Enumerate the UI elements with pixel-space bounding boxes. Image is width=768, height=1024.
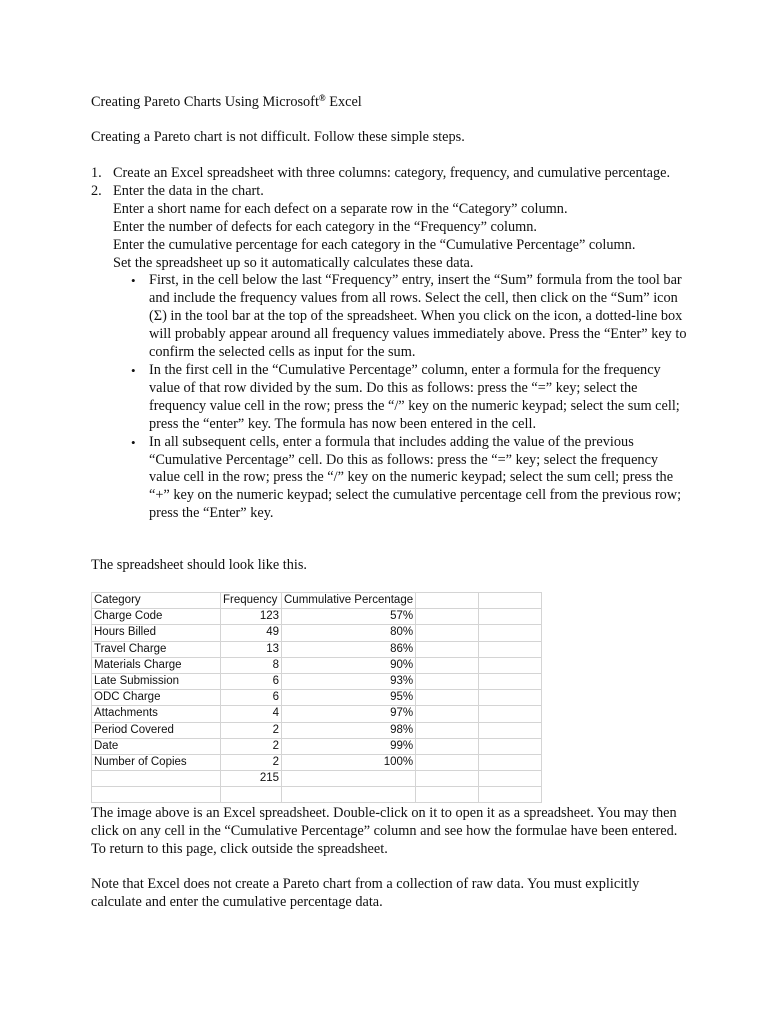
step-line: Enter the number of defects for each category in the “Frequency” column. — [113, 218, 537, 235]
spreadsheet-cell[interactable]: Hours Billed — [92, 625, 221, 641]
spreadsheet-cell[interactable]: Date — [92, 738, 221, 754]
intro-paragraph: Creating a Pareto chart is not difficult. Follow these simple steps. — [91, 129, 465, 145]
spreadsheet-cell[interactable]: 13 — [221, 641, 282, 657]
spreadsheet-cell[interactable]: Frequency — [221, 593, 282, 609]
steps-list — [91, 165, 691, 523]
spreadsheet-cell[interactable] — [416, 754, 479, 770]
title-suffix: Excel — [325, 94, 362, 110]
embedded-spreadsheet[interactable] — [91, 592, 542, 803]
bullet-icon: • — [131, 273, 136, 289]
spreadsheet-cell[interactable] — [479, 657, 542, 673]
spreadsheet-row — [92, 641, 542, 657]
bullet-icon: • — [131, 362, 136, 378]
document-title — [91, 93, 362, 111]
step-2 — [91, 183, 691, 523]
spreadsheet-cell[interactable]: 49 — [221, 625, 282, 641]
bullet-text: In all subsequent cells, enter a formula that includes adding the value of the previous “Cumulative Percentage” cell. Do this as follows: press the “=” key; select the frequency value cell in the row; press the “/” key on the numeric keypad; select the sum cell; press the “+” key on the numeric keypad; select the cumulative percentage cell from the previous row; press the “Enter” key. — [149, 433, 682, 522]
spreadsheet-cell[interactable] — [479, 641, 542, 657]
bullet-icon: • — [131, 434, 136, 450]
spreadsheet-caption: The spreadsheet should look like this. — [91, 557, 308, 573]
spreadsheet-cell[interactable]: 57% — [282, 609, 416, 625]
spreadsheet-cell[interactable]: 93% — [282, 673, 416, 689]
spreadsheet-cell[interactable] — [282, 787, 416, 803]
spreadsheet-cell[interactable]: 100% — [282, 754, 416, 770]
spreadsheet-cell[interactable]: 8 — [221, 657, 282, 673]
spreadsheet-cell[interactable]: 97% — [282, 706, 416, 722]
step-text: Create an Excel spreadsheet with three columns: category, frequency, and cumulative percentage. — [113, 165, 671, 181]
spreadsheet-cell[interactable]: Materials Charge — [92, 657, 221, 673]
registered-mark: ® — [318, 93, 326, 103]
spreadsheet-cell[interactable]: Period Covered — [92, 722, 221, 738]
spreadsheet-cell[interactable]: 6 — [221, 673, 282, 689]
spreadsheet-cell[interactable] — [479, 787, 542, 803]
spreadsheet-cell[interactable]: 99% — [282, 738, 416, 754]
spreadsheet-cell[interactable] — [479, 625, 542, 641]
spreadsheet-cell[interactable] — [416, 722, 479, 738]
spreadsheet-cell[interactable]: 4 — [221, 706, 282, 722]
spreadsheet-cell[interactable] — [92, 787, 221, 803]
spreadsheet-cell[interactable]: Attachments — [92, 706, 221, 722]
spreadsheet-cell[interactable]: 215 — [221, 771, 282, 787]
spreadsheet-explanation: The image above is an Excel spreadsheet. Double-click on it to open it as a spreadsheet. You may then click on any cell in the “Cumulative Percentage” column and see how the formulae have been entered. To return to this page, click outside the spreadsheet. — [91, 805, 678, 857]
spreadsheet-cell[interactable]: Cummulative Percentage — [282, 593, 416, 609]
step-line: Enter the cumulative percentage for each category in the “Cumulative Percentage” column. — [113, 236, 636, 253]
spreadsheet-cell[interactable]: Number of Copies — [92, 754, 221, 770]
bullet-text: First, in the cell below the last “Frequency” entry, insert the “Sum” formula from the tool bar and include the frequency values from all rows. Select the cell, then click on the “Sum” icon (Σ) in the tool bar at the top of the spreadsheet. When you click on the icon, a dotted-line box will probably appear around all frequency values immediately above. Press the “Enter” key to confirm the selected cells as input for the sum. — [149, 272, 687, 361]
bullet-list — [127, 272, 691, 523]
spreadsheet-cell[interactable] — [416, 706, 479, 722]
spreadsheet-row — [92, 706, 542, 722]
spreadsheet-cell[interactable]: 86% — [282, 641, 416, 657]
step-number: 2. — [91, 182, 102, 199]
spreadsheet-cell[interactable]: 95% — [282, 690, 416, 706]
bullet-item — [127, 362, 691, 434]
spreadsheet-cell[interactable]: 2 — [221, 738, 282, 754]
spreadsheet-cell[interactable] — [416, 690, 479, 706]
spreadsheet-cell[interactable]: 123 — [221, 609, 282, 625]
spreadsheet-row — [92, 738, 542, 754]
spreadsheet-cell[interactable]: Travel Charge — [92, 641, 221, 657]
spreadsheet-cell[interactable] — [221, 787, 282, 803]
spreadsheet-cell[interactable] — [416, 641, 479, 657]
spreadsheet-row — [92, 625, 542, 641]
spreadsheet-cell[interactable]: 6 — [221, 690, 282, 706]
spreadsheet-header-row — [92, 593, 542, 609]
spreadsheet-cell[interactable] — [479, 738, 542, 754]
spreadsheet-cell[interactable]: ODC Charge — [92, 690, 221, 706]
step-line: Enter a short name for each defect on a separate row in the “Category” column. — [113, 200, 568, 217]
spreadsheet-cell[interactable]: 2 — [221, 722, 282, 738]
spreadsheet-cell[interactable] — [416, 625, 479, 641]
step-line: Enter the data in the chart. — [113, 182, 264, 199]
step-1 — [91, 165, 691, 183]
spreadsheet-cell[interactable] — [416, 609, 479, 625]
bullet-text: In the first cell in the “Cumulative Percentage” column, enter a formula for the frequency value of that row divided by the sum. Do this as follows: press the “=” key; select the frequency value cell in the row; press the “/” key on the numeric keypad; select the sum cell; press the “enter” key. The formula has now been entered in the cell. — [149, 361, 680, 432]
spreadsheet-cell[interactable] — [479, 722, 542, 738]
spreadsheet-cell[interactable] — [479, 593, 542, 609]
spreadsheet-cell[interactable]: 80% — [282, 625, 416, 641]
spreadsheet-cell[interactable] — [479, 706, 542, 722]
spreadsheet-cell[interactable]: 2 — [221, 754, 282, 770]
spreadsheet-cell[interactable]: Category — [92, 593, 221, 609]
spreadsheet-cell[interactable] — [282, 771, 416, 787]
spreadsheet-cell[interactable] — [479, 609, 542, 625]
note-paragraph: Note that Excel does not create a Pareto chart from a collection of raw data. You must explicitly calculate and enter the cumulative percentage data. — [91, 876, 640, 910]
step-line: Set the spreadsheet up so it automatically calculates these data. — [113, 254, 474, 271]
spreadsheet-cell[interactable]: 90% — [282, 657, 416, 673]
spreadsheet-cell[interactable] — [92, 771, 221, 787]
spreadsheet-row — [92, 657, 542, 673]
bullet-item — [127, 272, 691, 362]
spreadsheet-cell[interactable] — [479, 754, 542, 770]
spreadsheet-row — [92, 754, 542, 770]
spreadsheet-cell[interactable]: 98% — [282, 722, 416, 738]
spreadsheet-row — [92, 722, 542, 738]
spreadsheet-row — [92, 609, 542, 625]
spreadsheet-cell[interactable]: Late Submission — [92, 673, 221, 689]
spreadsheet-cell[interactable]: Charge Code — [92, 609, 221, 625]
spreadsheet-cell[interactable] — [416, 657, 479, 673]
spreadsheet-cell[interactable] — [416, 787, 479, 803]
spreadsheet-row — [92, 787, 542, 803]
spreadsheet-cell[interactable] — [416, 738, 479, 754]
spreadsheet-row — [92, 771, 542, 787]
spreadsheet-cell[interactable] — [479, 673, 542, 689]
spreadsheet-cell[interactable] — [416, 673, 479, 689]
bullet-item — [127, 434, 691, 524]
title-text: Creating Pareto Charts Using Microsoft — [91, 94, 319, 110]
spreadsheet-cell[interactable] — [479, 690, 542, 706]
spreadsheet-row — [92, 673, 542, 689]
spreadsheet-cell[interactable] — [416, 771, 479, 787]
spreadsheet-row — [92, 690, 542, 706]
step-number: 1. — [91, 165, 102, 181]
spreadsheet-cell[interactable] — [416, 593, 479, 609]
spreadsheet-cell[interactable] — [479, 771, 542, 787]
